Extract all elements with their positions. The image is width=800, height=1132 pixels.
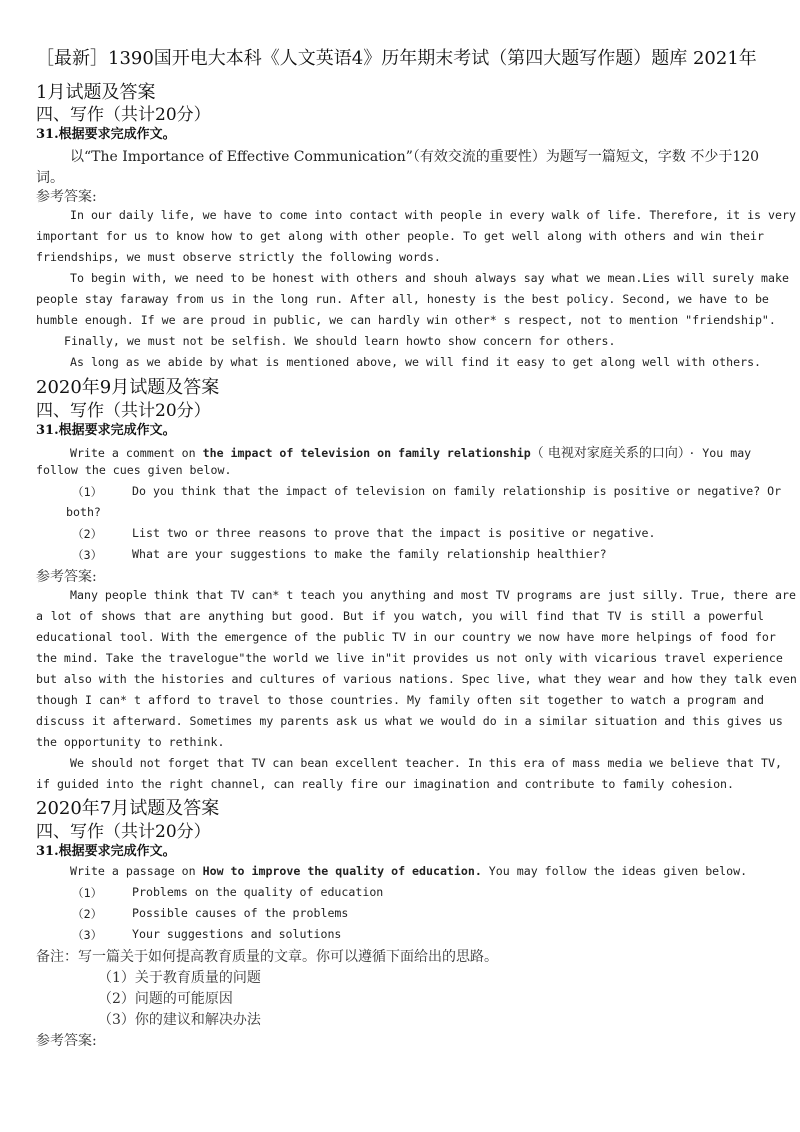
prompt-text: · You may (688, 446, 752, 460)
cue-number: （2） (72, 907, 103, 921)
document-title-line1: ［最新］1390国开电大本科《人文英语4》历年期末考试（第四大题写作题）题库 2021年 (36, 48, 757, 69)
answer-text-line: Many people think that TV can* t teach you anything and most TV programs are just silly. True, there are (70, 588, 796, 602)
prompt-text: Write a comment on (70, 446, 203, 460)
question-31: 31.根据要求完成作文。 (36, 844, 176, 859)
cue-text: Problems on the quality of education (132, 885, 384, 899)
cue-text: Do you think that the impact of television on family relationship is positive or negative? Or (132, 484, 782, 498)
question-31: 31.根据要求完成作文。 (36, 423, 176, 438)
section-heading-writing: 四、写作（共计20分） (36, 822, 211, 842)
prompt-topic: the impact of television on family relationship (202, 446, 531, 460)
answer-text-line: though I can* t afford to travel to those countries. My family often sit together to watch a program and (36, 693, 764, 707)
note-item: （3）你的建议和解决办法 (98, 1012, 261, 1028)
cue-text: Your suggestions and solutions (132, 927, 342, 941)
cue-number: （3） (72, 928, 103, 942)
prompt-line: follow the cues given below. (36, 463, 232, 477)
answer-text-line: people stay faraway from us in the long run. After all, honesty is the best policy. Second, we have to be (36, 292, 769, 306)
answer-text-line: important for us to know how to get along with other people. To get well along with others and win their (36, 229, 764, 243)
cue-text: What are your suggestions to make the family relationship healthier? (132, 547, 607, 561)
answer-text-line: To begin with, we need to be honest with others and shouh always say what we mean.Lies will surely make (70, 271, 789, 285)
answer-text-line: the opportunity to rethink. (36, 735, 225, 749)
note-item: （2）问题的可能原因 (98, 991, 233, 1007)
note-item: （1）关于教育质量的问题 (98, 970, 261, 986)
answer-text-line: In our daily life, we have to come into contact with people in every walk of life. Therefore, it is very (70, 208, 796, 222)
prompt-line: 词。 (36, 170, 64, 186)
answer-text-line: if guided into the right channel, can really fire our imagination and contribute to family cohesion. (36, 777, 735, 791)
note-line: 备注：写一篇关于如何提高教育质量的文章。你可以遵循下面给出的思路。 (36, 949, 498, 965)
answer-text-line: We should not forget that TV can bean excellent teacher. In this era of mass media we believe that TV, (70, 756, 782, 770)
answer-text-line: educational tool. With the emergence of the public TV in our country we now have more helpings of food for (36, 630, 776, 644)
answer-text-line: discuss it afterward. Sometimes my parents ask us what we would do in a similar situation and this gives us (36, 714, 783, 728)
cue-text: both? (66, 505, 101, 519)
document-title-line2: 1月试题及答案 (36, 82, 156, 103)
answer-text-line: the mind. Take the travelogue"the world we live in"it provides us not only with vicarious travel experience (36, 651, 783, 665)
question-31: 31.根据要求完成作文。 (36, 127, 176, 142)
prompt-line (70, 864, 747, 878)
cue-text: Possible causes of the problems (132, 906, 349, 920)
answer-label: 参考答案: (36, 569, 97, 585)
prompt-line (70, 442, 751, 461)
answer-label: 参考答案: (36, 189, 97, 205)
exam-date-heading: 2020年9月试题及答案 (36, 377, 220, 398)
prompt-topic: How to improve the quality of education. (202, 864, 482, 878)
prompt-text: Write a passage on (70, 864, 203, 878)
answer-text-line: As long as we abide by what is mentioned above, we will find it easy to get along well with others. (70, 355, 762, 369)
cue-text: List two or three reasons to prove that the impact is positive or negative. (132, 526, 656, 540)
answer-text-line: humble enough. If we are proud in public, we can hardly win other* s respect, not to mention "friendship". (36, 313, 776, 327)
cue-number: （2） (72, 527, 103, 541)
answer-text-line: a lot of shows that are anything but good. But if you watch, you will find that TV is still a powerful (36, 609, 764, 623)
cue-number: （1） (72, 485, 103, 499)
prompt-line: 以“The Importance of Effective Communication”（有效交流的重要性）为题写一篇短文，字数 不少于120 (70, 149, 760, 165)
prompt-text: You may follow the ideas given below. (481, 864, 748, 878)
section-heading-writing: 四、写作（共计20分） (36, 401, 211, 421)
cue-number: （3） (72, 548, 103, 562)
cue-number: （1） (72, 886, 103, 900)
answer-label: 参考答案: (36, 1033, 97, 1049)
answer-text-line: but also with the histories and cultures of various nations. Spec live, what they wear and how they talk even (36, 672, 797, 686)
section-heading-writing: 四、写作（共计20分） (36, 105, 211, 125)
answer-text-line: friendships, we must observe strictly the following words. (36, 250, 441, 264)
exam-date-heading: 2020年7月试题及答案 (36, 798, 220, 819)
prompt-topic-cn: （ 电视对家庭关系的口向） (530, 446, 685, 461)
answer-text-line: Finally, we must not be selfish. We should learn howto show concern for others. (64, 334, 616, 348)
